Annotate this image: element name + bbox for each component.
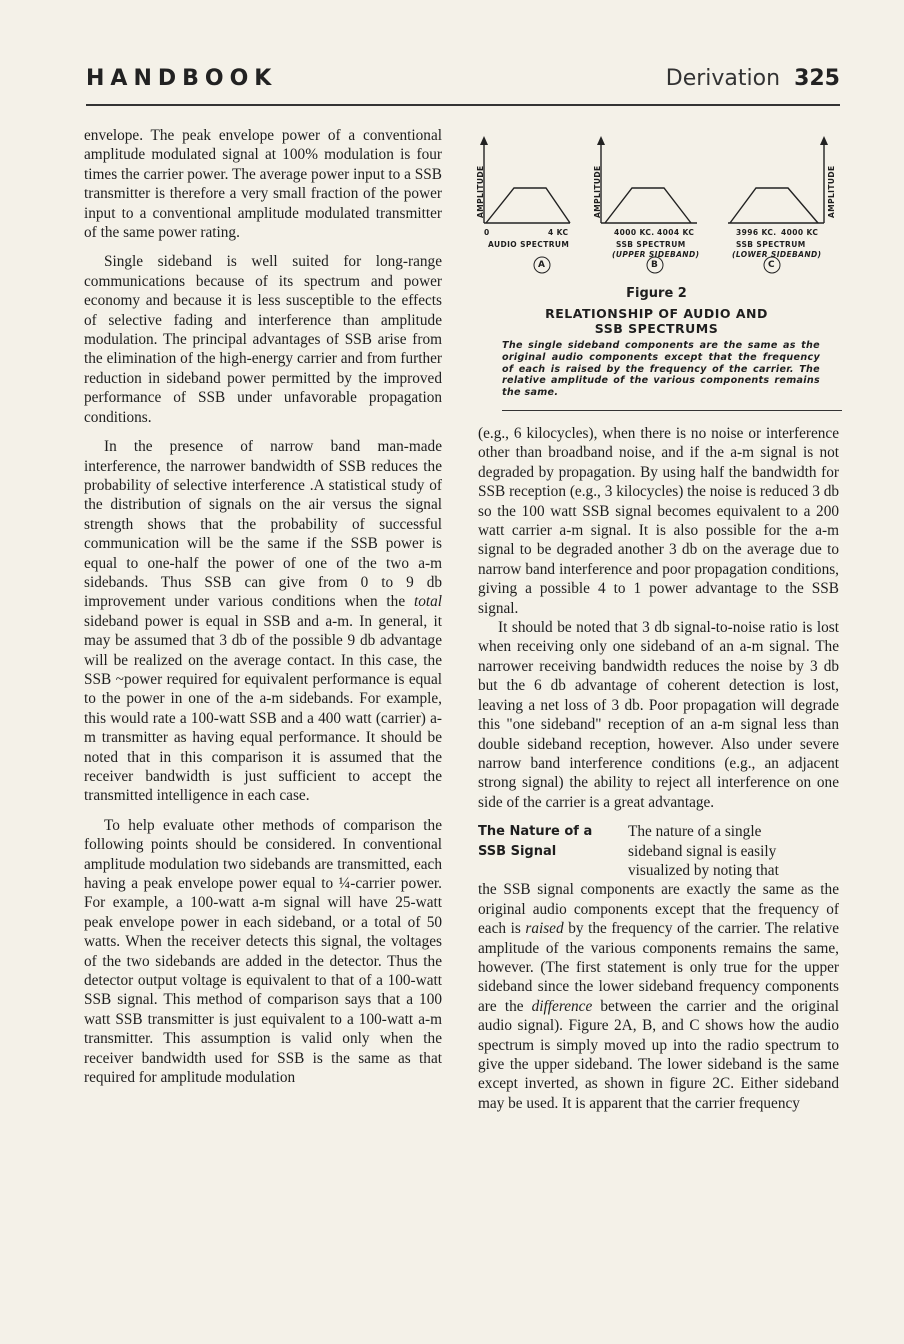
panel-caption: AUDIO SPECTRUM: [488, 240, 570, 249]
section-title: [666, 66, 840, 91]
panel-caption: SSB SPECTRUM: [616, 240, 686, 249]
panel-marker: A: [538, 260, 546, 270]
figure-number: Figure 2: [626, 286, 687, 301]
paragraph: In the presence of narrow band man-made interference, the narrower bandwidth of SSB reduces the probability of selective interference .A statistical study of the distribution of signals on the air versus the signal strength shows that the probability of successful communication will be the same if the SSB power is equal to one-half the power of one of the two a-m sidebands. Thus SSB can give from 0 to 9 db improvement under various conditions when the total sideband power is equal in SSB and a-m. In general, it may be assumed that 3 db of the possible 9 db advantage will be realized on the average contact. In this case, the SSB ~power required for equivalent performance is equal to the power in one of the a-m sidebands. For example, this would rate a 100-watt SSB and a 400 watt (carrier) a-m transmitter as having equal performance. It should be noted that in this comparison it is assumed that the receiver bandwidth is just sufficient to accept the transmitted intelligence in each case.: [84, 438, 442, 805]
tick-label: 4000 KC.: [614, 228, 655, 237]
panel-subcaption: (UPPER SIDEBAND): [612, 250, 700, 259]
axis-label-b: AMPLITUDE: [593, 165, 602, 218]
tick-label: 4004 KC: [657, 228, 695, 237]
spectrum-shape-b: [605, 188, 691, 223]
section-heading-row: [478, 822, 839, 880]
figure-2: [474, 128, 839, 414]
panel-subcaption: (LOWER SIDEBAND): [732, 250, 822, 259]
paragraph: To help evaluate other methods of comparison the following points should be considered. In conventional amplitude modulation two sidebands are transmitted, each having a peak envelope power equal to ¼-carrier power. For example, a 100-watt a-m signal will have 25-watt peak envelope power in each sideband, or a total of 50 watts. When the receiver detects this signal, the voltages of the two sidebands are added in the detector. Thus the detector output voltage is equivalent to that of a 100-watt SSB signal. This method of comparison says that a 100 watt SSB transmitter is just equivalent to a 100-watt a-m transmitter. This assumption is valid only when the receiver bandwidth used for SSB is the same as that required for amplitude modulation: [84, 816, 442, 1087]
panel-caption: SSB SPECTRUM: [736, 240, 806, 249]
running-title: HANDBOOK: [86, 66, 278, 91]
emphasis: difference: [531, 997, 593, 1015]
paragraph: the SSB signal components are exactly the same as the original audio components except that the frequency of each is raised by the frequency of the carrier. The relative amplitude of the various components remains the same, however. (The first statement is only true for the upper sideband since the lower sideband frequency components are the difference between the carrier and the original audio signal). Figure 2A, B, and C shows how the audio spectrum is simply moved up into the radio spectrum to give the upper sideband. The lower sideband is the same except inverted, as shown in figure 2C. Either sideband may be used. It is apparent that the carrier frequency: [478, 881, 840, 1112]
figure-rule: [502, 410, 842, 411]
left-column: [84, 126, 442, 1088]
section-name: Derivation: [665, 66, 781, 91]
figure-caption: The single sideband components are the same as the original audio components except that the frequency of each is raised by the frequency of the carrier. The relative amplitude of the various components remains the same.: [502, 340, 820, 399]
page-number: 325: [794, 66, 840, 91]
emphasis: raised: [525, 920, 564, 938]
tick-label: 0: [484, 228, 490, 237]
paragraph: (e.g., 6 kilocycles), when there is no noise or interference other than broadband noise, and if the a-m signal is not degraded by propagation. By using half the bandwidth for SSB reception (e.g., 3 kilocycles) the noise is reduced 3 db so the 100 watt SSB signal becomes equivalent to a 200 watt carrier a-m signal. It is also possible for the a-m signal to be degraded another 3 db on the average due to narrow band interference and poor propagation conditions, giving a possible 4 to 1 power advantage to the SSB signal.: [478, 425, 839, 617]
emphasis: total: [413, 593, 442, 611]
right-column: [478, 424, 839, 1113]
axis-label-c: AMPLITUDE: [827, 165, 836, 218]
axis-label-a: AMPLITUDE: [476, 165, 485, 218]
section-heading: The Nature of a SSB Signal: [478, 824, 593, 859]
page-header: [86, 66, 840, 100]
paragraph: envelope. The peak envelope power of a conventional amplitude modulated signal at 100% modulation is four times the carrier power. The average power input to a SSB transmitter is therefore a very small fraction of the power input to a conventional amplitude modulated transmitter of the same power rating.: [84, 127, 442, 242]
header-rule: [86, 104, 840, 106]
spectrum-shape-a: [486, 188, 570, 223]
panel-marker: C: [768, 260, 776, 270]
figure-title: RELATIONSHIP OF AUDIO AND SSB SPECTRUMS: [545, 306, 768, 336]
tick-label: 3996 KC.: [736, 228, 777, 237]
spectrum-shape-c: [730, 188, 818, 223]
tick-label: 4000 KC: [781, 228, 819, 237]
tick-label: 4 KC: [548, 228, 569, 237]
section-opening: The nature of a single sideband signal is easily visualized by noting that: [628, 823, 779, 879]
paragraph: It should be noted that 3 db signal-to-noise ratio is lost when receiving only one sideband of an a-m signal. The narrower receiving bandwidth reduces the noise by 3 db but the 6 db advantage of coherent detection is lost, leaving a net loss of 3 db. Poor propagation will degrade this "one sideband" reception of an a-m signal less than double sideband reception, however. Also under severe narrow band interference conditions (e.g., an adjacent strong signal) the ability to reject all interference on one side of the carrier is a great advantage.: [478, 619, 839, 811]
panel-marker: B: [651, 260, 659, 270]
paragraph: Single sideband is well suited for long-range communications because of its spectrum and power economy and because it is less susceptible to the effects of selective fading and interference than amplitude modulation. The principal advantages of SSB arise from the elimination of the high-energy carrier and from further reduction in sideband power permitted by the improved performance of SSB under unfavorable propagation conditions.: [84, 253, 442, 426]
